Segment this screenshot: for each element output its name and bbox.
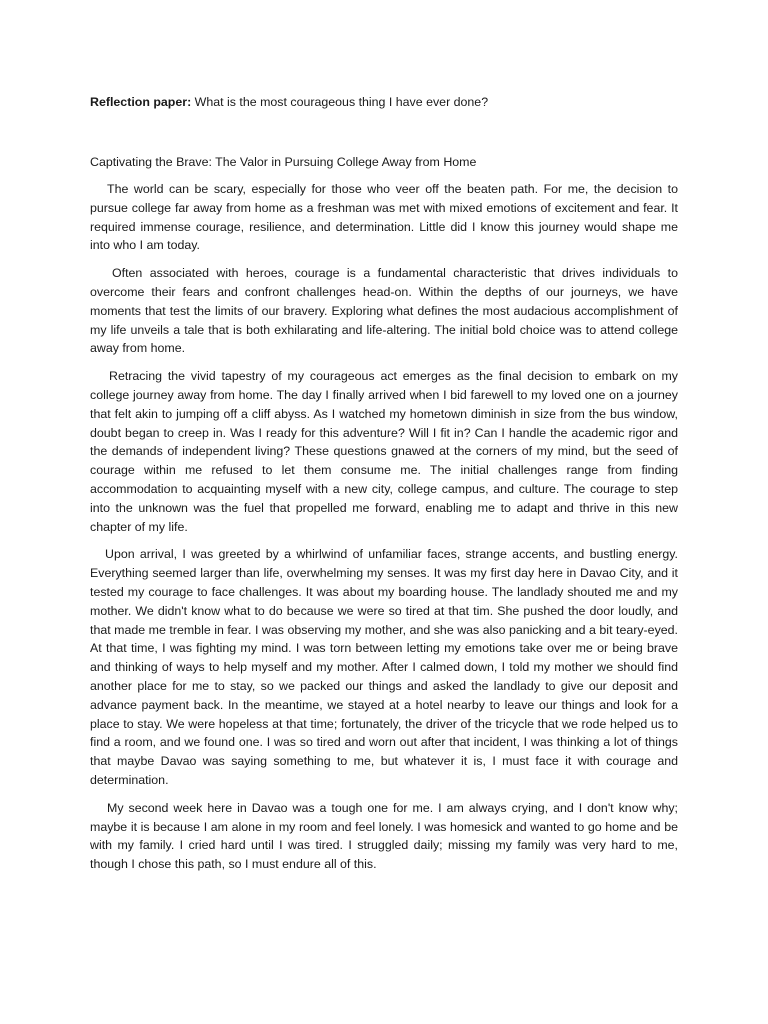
document-page [90, 93, 678, 874]
paragraph-3: Retracing the vivid tapestry of my courageous act emerges as the final decision to embark on my college journey away from home. The day I finally arrived when I bid farewell to my loved one on a journey that felt akin to jumping off a cliff abyss. As I watched my hometown diminish in size from the bus window, doubt began to creep in. Was I ready for this adventure? Will I fit in? Can I handle the academic rigor and the demands of independent living? These questions gnawed at the corners of my mind, but the seed of courage within me refused to let them consume me. The initial challenges range from finding accommodation to acquainting myself with a new city, college campus, and culture. The courage to step into the unknown was the fuel that propelled me forward, enabling me to adapt and thrive in this new chapter of my life. [90, 369, 678, 534]
reflection-heading [90, 93, 678, 111]
paragraph-4: Upon arrival, I was greeted by a whirlwind of unfamiliar faces, strange accents, and bustling energy. Everything seemed larger than life, overwhelming my senses. It was my first day here in Davao City, and it tested my courage to face challenges. It was about my boarding house. The landlady shouted me and my mother. We didn't know what to do because we were so tired at that tim. She pushed the door loudly, and that made me tremble in fear. I was observing my mother, and she was also panicking and a bit teary-eyed. At that time, I was fighting my mind. I was torn between letting my emotions take over me or being brave and thinking of ways to help myself and my mother. After I calmed down, I told my mother we should find another place for me to stay, so we packed our things and asked the landlady to give our deposit and advance payment back. In the meantime, we stayed at a hotel nearby to leave our things and look for a place to stay. We were hopeless at that time; fortunately, the driver of the tricycle that we rode helped us to find a room, and we found one. I was so tired and worn out after that incident, I was thinking a lot of things that maybe Davao was saying something to me, but whatever it is, I must face it with courage and determination. [90, 547, 678, 787]
heading-question: What is the most courageous thing I have ever done? [194, 95, 489, 109]
paragraph-2: Often associated with heroes, courage is a fundamental characteristic that drives individuals to overcome their fears and confront challenges head-on. Within the depths of our journeys, we have moments that test the limits of our bravery. Exploring what defines the most audacious accomplishment of my life unveils a tale that is both exhilarating and life-altering. The initial bold choice was to attend college away from home. [90, 266, 678, 356]
heading-label: Reflection paper: [90, 95, 192, 109]
essay-title: Captivating the Brave: The Valor in Pursuing College Away from Home [90, 155, 477, 169]
paragraph-1: The world can be scary, especially for those who veer off the beaten path. For me, the decision to pursue college far away from home as a freshman was met with mixed emotions of excitement and fear. It required immense courage, resilience, and determination. Little did I know this journey would shape me into who I am today. [90, 182, 678, 253]
paragraph-5: My second week here in Davao was a tough one for me. I am always crying, and I don't know why; maybe it is because I am alone in my room and feel lonely. I was homesick and wanted to go home and be with my family. I cried hard until I was tired. I struggled daily; missing my family was very hard to me, though I chose this path, so I must endure all of this. [90, 800, 678, 872]
